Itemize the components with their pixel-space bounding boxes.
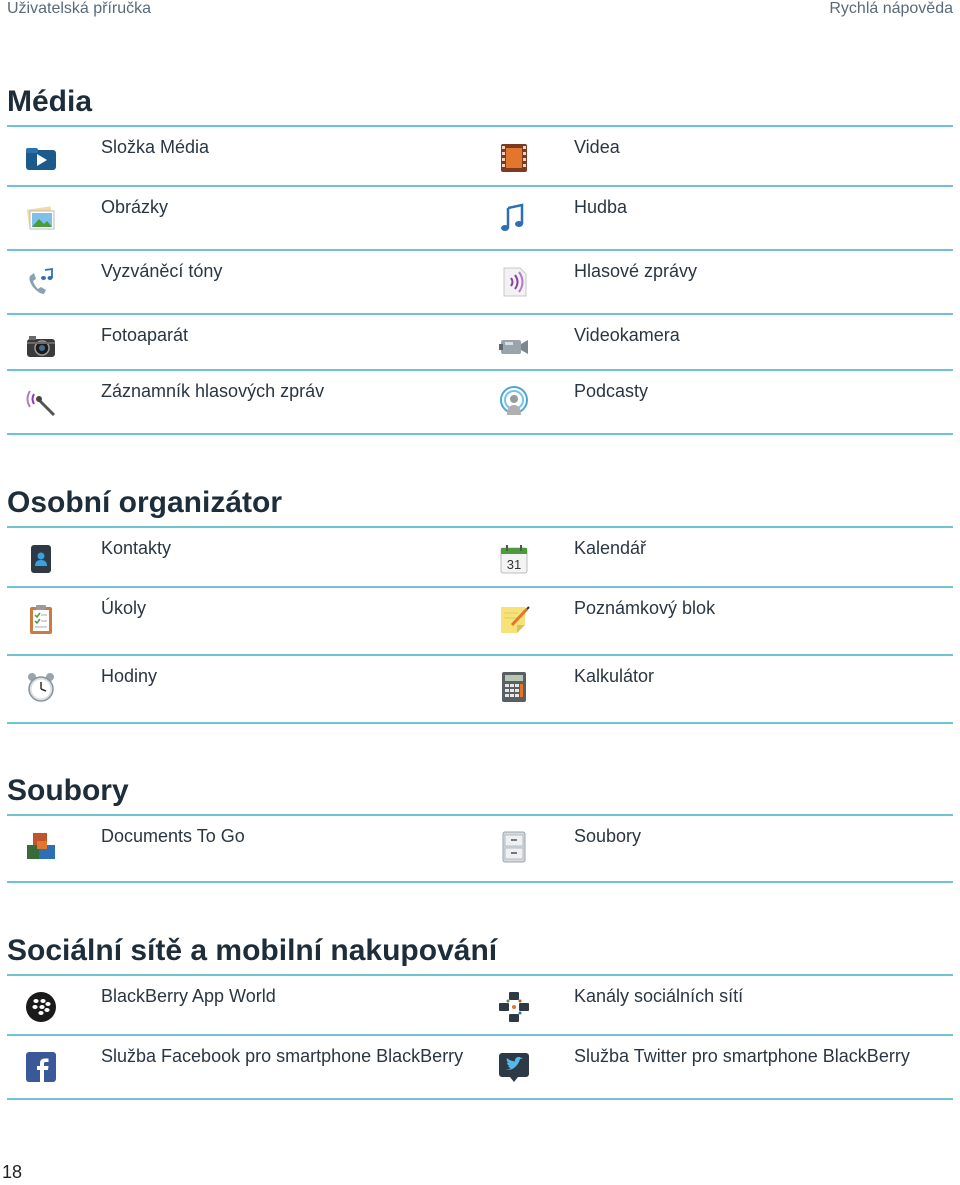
- table-row: [7, 528, 953, 588]
- item-label: Videokamera: [574, 325, 680, 345]
- table-row: [7, 656, 953, 724]
- item-label: Kontakty: [101, 538, 172, 558]
- clipboard-tasks-icon: [24, 602, 58, 636]
- media-folder-icon: [24, 141, 58, 175]
- item-label: Hodiny: [101, 666, 158, 686]
- running-header-right: Rychlá nápověda: [829, 0, 953, 17]
- list-item: [480, 528, 953, 586]
- list-item: [7, 371, 480, 433]
- list-item: [7, 127, 480, 185]
- list-item: [7, 656, 480, 722]
- item-label: Videa: [574, 137, 620, 157]
- contacts-icon: [24, 542, 58, 576]
- table-row: [7, 1036, 953, 1100]
- item-label: Documents To Go: [101, 826, 245, 846]
- section-title: Soubory: [7, 772, 953, 816]
- item-label: Hlasové zprávy: [574, 261, 698, 281]
- section-title: Osobní organizátor: [7, 484, 953, 528]
- notepad-icon: [497, 602, 531, 636]
- section-social: [7, 932, 953, 1100]
- list-item: [7, 1036, 480, 1098]
- table-row: [7, 371, 953, 435]
- table-row: [7, 187, 953, 251]
- item-label: Podcasty: [574, 381, 649, 401]
- list-item: [480, 371, 953, 433]
- blackberry-app-world-icon: [24, 990, 58, 1024]
- music-notes-icon: [497, 201, 531, 235]
- list-item: [480, 588, 953, 654]
- table-row: [7, 127, 953, 187]
- list-item: [480, 251, 953, 313]
- list-item: [7, 588, 480, 654]
- list-item: [480, 1036, 953, 1098]
- list-item: [7, 816, 480, 881]
- list-item: [7, 528, 480, 586]
- item-label: Záznamník hlasových zpráv: [101, 381, 325, 401]
- list-item: [7, 315, 480, 369]
- section-organizer: [7, 484, 953, 724]
- list-item: [480, 187, 953, 249]
- table-row: [7, 976, 953, 1036]
- item-label: Kalkulátor: [574, 666, 655, 686]
- camera-icon: [24, 329, 58, 363]
- social-feeds-icon: [497, 990, 531, 1024]
- voice-note-icon: [497, 265, 531, 299]
- podcast-icon: [497, 385, 531, 419]
- item-label: Soubory: [574, 826, 642, 846]
- table-row: [7, 816, 953, 883]
- file-cabinet-icon: [497, 830, 531, 864]
- item-label: Služba Facebook pro smartphone BlackBerry: [101, 1046, 464, 1066]
- list-item: [480, 816, 953, 881]
- item-label: Obrázky: [101, 197, 169, 217]
- page-number: 18: [2, 1162, 23, 1182]
- video-camera-icon: [497, 329, 531, 363]
- item-label: Vyzváněcí tóny: [101, 261, 223, 281]
- item-label: Služba Twitter pro smartphone BlackBerry: [574, 1046, 910, 1066]
- item-label: Kanály sociálních sítí: [574, 986, 744, 1006]
- list-item: [480, 127, 953, 185]
- list-item: [7, 976, 480, 1034]
- item-label: BlackBerry App World: [101, 986, 276, 1006]
- item-label: Kalendář: [574, 538, 647, 558]
- item-label: Fotoaparát: [101, 325, 189, 345]
- table-row: [7, 251, 953, 315]
- list-item: [480, 315, 953, 369]
- list-item: [480, 976, 953, 1034]
- pictures-icon: [24, 201, 58, 235]
- list-item: [7, 251, 480, 313]
- running-header-left: Uživatelská příručka: [7, 0, 152, 17]
- alarm-clock-icon: [24, 670, 58, 704]
- table-row: [7, 588, 953, 656]
- item-label: Úkoly: [101, 598, 147, 618]
- table-row: [7, 315, 953, 371]
- list-item: [480, 656, 953, 722]
- calculator-icon: [497, 670, 531, 704]
- calendar-icon-text: 31: [506, 557, 522, 572]
- list-item: [7, 187, 480, 249]
- ringtone-phone-icon: [24, 265, 58, 299]
- documents-to-go-icon: [24, 830, 58, 864]
- voice-recorder-icon: [24, 385, 58, 419]
- facebook-icon: [24, 1050, 58, 1084]
- film-strip-icon: [497, 141, 531, 175]
- item-label: Složka Média: [101, 137, 210, 157]
- calendar-icon: [497, 542, 531, 576]
- section-files: [7, 772, 953, 883]
- twitter-icon: [497, 1050, 531, 1084]
- section-title: Sociální sítě a mobilní nakupování: [7, 932, 953, 976]
- section-media: [7, 83, 953, 435]
- section-title: Média: [7, 83, 953, 127]
- item-label: Poznámkový blok: [574, 598, 716, 618]
- item-label: Hudba: [574, 197, 628, 217]
